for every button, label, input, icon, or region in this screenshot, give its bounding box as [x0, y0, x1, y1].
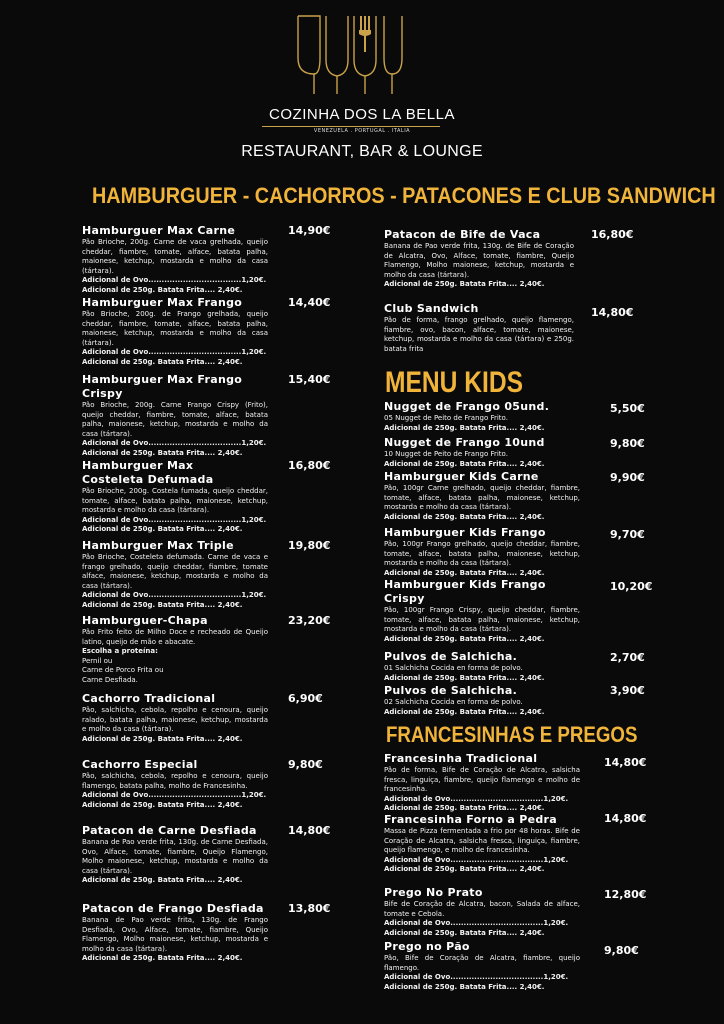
item-name: Hamburguer Kids Frango Crispy [384, 578, 546, 605]
item-description: 02 Salchicha Cocida en forma de polvo. [384, 698, 523, 706]
item-description: Pão Frito feito de Milho Doce e recheado de Queijo latino, queijo de mão e abacate. [82, 628, 268, 646]
addon-egg: Adicional de Ovo...................................1,20€. [384, 794, 569, 803]
item-price: 3,90€ [610, 684, 645, 697]
item-name: Prego No Prato [384, 886, 483, 899]
item-description: Pão de forma, Bife de Coração de Alcatra, salsicha fresca, linguiça, fiambre, queijo flamengo e molho de francesinha. [384, 766, 580, 793]
item-description: Pão Brioche, 200g. Costela fumada, queijo cheddar, tomate, alface, batata palha, maionese, ketchup, mostarda e molho da casa (tártara). [82, 487, 268, 514]
addon-egg: Adicional de Ovo...................................1,20€. [384, 855, 569, 864]
addon-egg: Adicional de Ovo...................................1,20€. [82, 791, 267, 799]
menu-item [82, 614, 268, 685]
item-description: Massa de Pizza fermentada a frio por 48 horas. Bife de Coração de Alcatra, salsicha fresca, linguiça, fiambre, queijo flamengo, e molho de francesinha. [384, 827, 580, 854]
addon-fries: Adicional de 250g. Batata Frita.... 2,40€. [384, 280, 545, 288]
addon-fries: Adicional de 250g. Batata Frita.... 2,40€. [82, 800, 243, 809]
item-price: 13,80€ [288, 902, 331, 915]
menu-item [82, 824, 268, 886]
addon-fries: Adicional de 250g. Batata Frita.... 2,40€. [82, 734, 243, 743]
brand-tagline: RESTAURANT, BAR & LOUNGE [241, 143, 483, 160]
item-description: Pão, 100gr Frango grelhado, queijo cheddar, fiambre, tomate, alface, batata palha, maionese, ketchup, mostarda e molho da casa (tártara). [384, 540, 580, 567]
item-name: Nugget de Frango 10und [384, 436, 545, 449]
item-name: Hamburguer Max Frango Crispy [82, 373, 243, 400]
item-name: Prego no Pão [384, 940, 470, 953]
item-price: 5,50€ [610, 402, 645, 415]
item-price: 9,70€ [610, 528, 645, 541]
menu-item [384, 228, 574, 290]
item-description: Bife de Coração de Alcatra, bacon, Salada de alface, tomate e Cebola. [384, 900, 580, 918]
item-price: 14,40€ [288, 296, 331, 309]
menu-item [384, 436, 580, 469]
item-price: 23,20€ [288, 614, 331, 627]
item-name: Hamburguer Max Triple [82, 539, 234, 552]
item-name: Hamburguer Kids Frango [384, 526, 546, 539]
menu-item [82, 373, 268, 458]
addon-fries: Adicional de 250g. Batata Frita.... 2,40€. [82, 600, 243, 609]
addon-fries: Adicional de 250g. Batata Frita.... 2,40€. [82, 357, 243, 366]
addon-egg: Adicional de Ovo...................................1,20€. [82, 515, 267, 524]
item-description: 10 Nugget de Peito de Frango Frito. [384, 450, 508, 458]
item-price: 14,80€ [288, 824, 331, 837]
item-price: 9,80€ [610, 437, 645, 450]
addon-fries: Adicional de 250g. Batata Frita.... 2,40€. [384, 982, 545, 991]
item-name: Patacon de Frango Desfiada [82, 902, 264, 915]
addon-fries: Adicional de 250g. Batata Frita.... 2,40€. [384, 423, 545, 432]
menu-item [384, 684, 580, 717]
menu-item [82, 758, 268, 810]
menu-item [82, 459, 268, 535]
addon-egg: Adicional de Ovo...................................1,20€. [82, 348, 267, 356]
item-description: Pão Brioche, Costeleta defumada. Carne de vaca e frango grelhado, queijo cheddar, fiambre, tomate alface, maionese, ketchup, mostarda e molho da casa (tártara). [82, 553, 268, 590]
item-price: 9,90€ [610, 471, 645, 484]
item-price: 14,80€ [591, 306, 634, 319]
item-name: Hamburguer Max Costeleta Defumada [82, 459, 214, 486]
item-description: Pão Brioche, 200g. Carne de vaca grelhada, queijo cheddar, fiambre, tomate, alface, batata palha, maionese, ketchup, mostarda e molho da casa (tártara). [82, 238, 268, 275]
menu-item [384, 940, 580, 992]
item-description: Banana de Pao verde frita, 130g. de Carne Desfiada, Ovo, Alface, tomate, fiambre, Queijo Flamengo, Molho maionese, ketchup, mostarda e molho da casa (tártara). [82, 838, 268, 875]
addon-fries: Adicional de 250g. Batata Frita.... 2,40€. [82, 525, 243, 533]
item-description: Pão, Bife de Coração de Alcatra, fiambre, queijo flamengo. [384, 954, 580, 972]
item-description: Pão, 100gr Carne grelhado, queijo cheddar, fiambre, tomate, alface, batata palha, maionese, ketchup, mostarda e molho da casa (tártara). [384, 484, 580, 511]
menu-item [384, 400, 580, 433]
item-name: Patacon de Bife de Vaca [384, 228, 541, 241]
item-description: Pão Brioche, 200g. Carne Frango Crispy (Frito), queijo cheddar, fiambre, tomate, alface, batata palha, maionese, ketchup, mostarda e molho da casa (tártara). [82, 401, 268, 438]
addon-fries: Adicional de 250g. Batata Frita.... 2,40€. [384, 707, 545, 716]
menu-item [82, 692, 268, 744]
item-price: 14,80€ [604, 756, 647, 769]
menu-item [82, 224, 268, 295]
item-description: Banana de Pao verde frita, 130g. de Frango Desfiada, Ovo, Alface, tomate, fiambre, Queijo Flamengo, Molho maionese, ketchup, mostarda e molho da casa (tártara). [82, 916, 268, 953]
item-name: Pulvos de Salchicha. [384, 684, 518, 697]
protein-option: Carne Desfiada. [82, 675, 138, 684]
addon-fries: Adicional de 250g. Batata Frita.... 2,40€. [384, 459, 545, 468]
addon-egg: Adicional de Ovo...................................1,20€. [82, 591, 267, 599]
addon-fries: Adicional de 250g. Batata Frita.... 2,40€. [82, 285, 243, 294]
menu-item [384, 752, 580, 814]
item-description: Pão, salchicha, cebola, repolho e cenoura, queijo flamengo, batata palha, molho de Francesinha. [82, 772, 268, 790]
item-price: 6,90€ [288, 692, 323, 705]
menu-item [384, 886, 580, 938]
brand-name: COZINHA DOS LA BELLA [269, 106, 455, 123]
addon-egg: Adicional de Ovo...................................1,20€. [82, 439, 267, 447]
menu-item [384, 813, 580, 875]
item-price: 14,80€ [604, 812, 647, 825]
item-price: 2,70€ [610, 651, 645, 664]
addon-fries: Adicional de 250g. Batata Frita.... 2,40€. [384, 512, 545, 521]
addon-egg: Adicional de Ovo...................................1,20€. [384, 919, 569, 927]
brand-divider [262, 126, 440, 127]
item-name: Hamburguer Max Carne [82, 224, 236, 237]
item-name: Nugget de Frango 05und. [384, 400, 550, 413]
item-name: Hamburguer Kids Carne [384, 470, 539, 483]
item-price: 9,80€ [604, 944, 639, 957]
item-name: Francesinha Forno a Pedra [384, 813, 557, 826]
item-description: 05 Nugget de Peito de Frango Frito. [384, 414, 508, 422]
item-price: 19,80€ [288, 539, 331, 552]
menu-item [82, 539, 268, 610]
item-description: Banana de Pao verde frita, 130g. de Bife de Coração de Alcatra, Ovo, Alface, tomate, fiambre, Queijo Flamengo, Molho maionese, ketchup, mostarda e molho da casa (tártara). [384, 242, 574, 279]
protein-option: Pernil ou [82, 656, 113, 665]
item-name: Pulvos de Salchicha. [384, 650, 518, 663]
wine-glass-fork-knife-logo-icon [292, 14, 407, 96]
menu-item [384, 650, 580, 683]
item-name: Club Sandwich [384, 302, 479, 315]
addon-fries: Adicional de 250g. Batata Frita.... 2,40€. [384, 928, 545, 937]
item-name: Hamburguer Max Frango [82, 296, 243, 309]
menu-item [384, 470, 580, 522]
item-description: Pão, 100gr Frango Crispy, queijo cheddar, fiambre, tomate, alface, batata palha, maionese, ketchup, mostarda e molho da casa (tártara). [384, 606, 580, 633]
item-description: Pão Brioche, 200g. de Frango grelhada, queijo cheddar, fiambre, tomate, alface, batata palha, maionese, ketchup, mostarda e molho da casa (tártara). [82, 310, 268, 347]
addon-fries: Adicional de 250g. Batata Frita.... 2,40€. [82, 448, 243, 457]
item-price: 10,20€ [610, 580, 653, 593]
addon-fries: Adicional de 250g. Batata Frita.... 2,40€. [82, 954, 243, 962]
item-price: 15,40€ [288, 373, 331, 386]
item-name: Francesinha Tradicional [384, 752, 538, 765]
protein-option: Carne de Porco Frita ou [82, 666, 164, 674]
item-price: 14,90€ [288, 224, 331, 237]
section-title-main: HAMBURGUER - CACHORROS - PATACONES E CLUB SANDWICH [92, 183, 716, 208]
addon-fries: Adicional de 250g. Batata Frita.... 2,40€. [384, 568, 545, 577]
section-title-kids: MENU KIDS [385, 366, 524, 399]
addon-fries: Adicional de 250g. Batata Frita.... 2,40€. [384, 634, 545, 643]
addon-fries: Adicional de 250g. Batata Frita.... 2,40€. [384, 673, 545, 682]
item-name: Patacon de Carne Desfiada [82, 824, 257, 837]
protein-choice-title: Escolha a proteína: [82, 647, 158, 655]
item-description: 01 Salchicha Cocida en forma de polvo. [384, 664, 523, 672]
addon-egg: Adicional de Ovo...................................1,20€. [384, 973, 569, 981]
item-price: 16,80€ [591, 228, 634, 241]
addon-fries: Adicional de 250g. Batata Frita.... 2,40€. [384, 865, 545, 873]
item-name: Cachorro Tradicional [82, 692, 216, 705]
menu-item [82, 296, 268, 367]
item-price: 16,80€ [288, 459, 331, 472]
menu-item [384, 578, 580, 644]
brand-origin: VENEZUELA . PORTUGAL . ITALIA [313, 128, 411, 134]
addon-fries: Adicional de 250g. Batata Frita.... 2,40€. [384, 804, 545, 812]
addon-egg: Adicional de Ovo...................................1,20€. [82, 276, 267, 284]
item-price: 12,80€ [604, 888, 647, 901]
item-price: 9,80€ [288, 758, 323, 771]
item-description: Pão de forma, frango grelhado, queijo flamengo, fiambre, ovo, bacon, alface, tomate, maionese, ketchup, mostarda e molho da casa (tártara) e 250g. batata frita [384, 316, 574, 353]
section-title-francesinhas: FRANCESINHAS E PREGOS [386, 722, 638, 747]
addon-fries: Adicional de 250g. Batata Frita.... 2,40€. [82, 876, 243, 884]
menu-item [384, 302, 574, 354]
item-name: Cachorro Especial [82, 758, 198, 771]
item-name: Hamburguer-Chapa [82, 614, 208, 627]
menu-item [82, 902, 268, 964]
menu-item [384, 526, 580, 578]
item-description: Pão, salchicha, cebola, repolho e cenoura, queijo ralado, batata palha, maionese, ketchup, mostarda e molho da casa (tártara). [82, 706, 268, 733]
